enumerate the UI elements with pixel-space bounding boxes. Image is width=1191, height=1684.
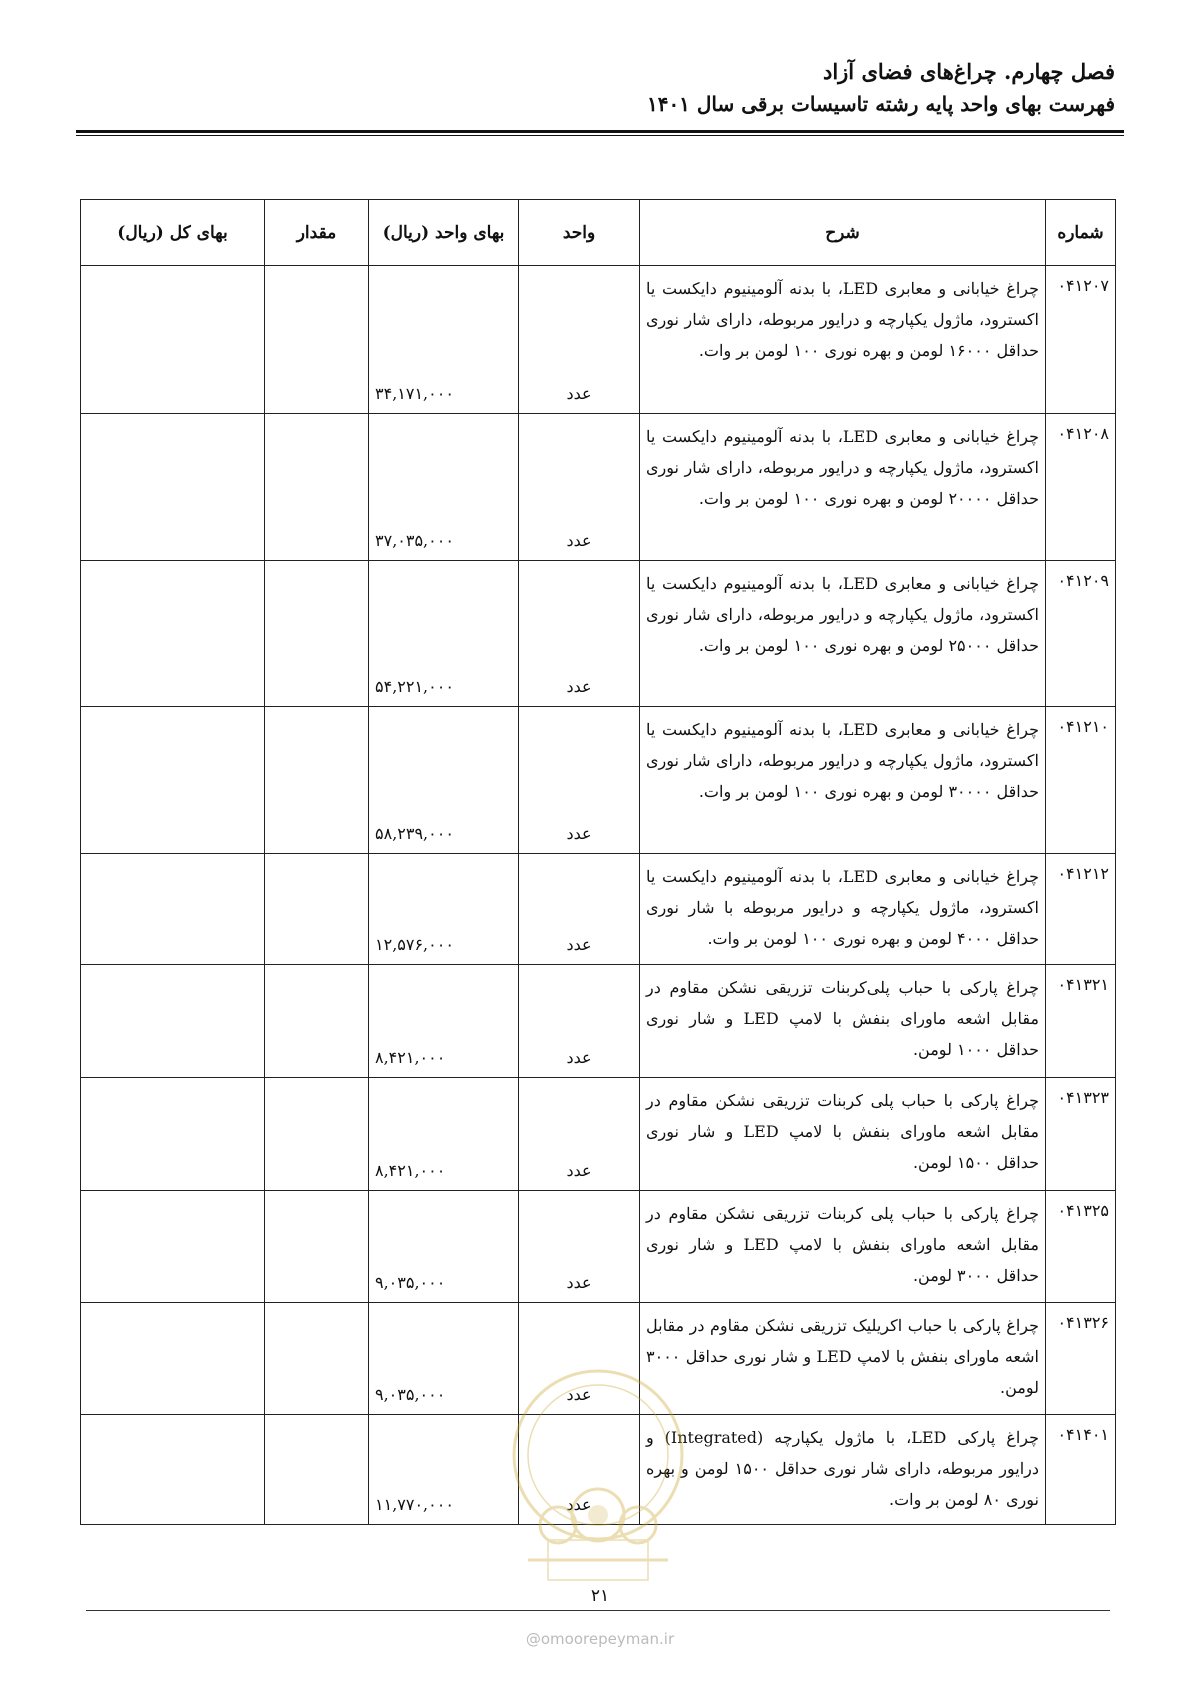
column-header-quantity: مقدار [265,200,369,266]
item-number: ۰۴۱۲۱۲ [1046,854,1116,965]
item-description: چراغ خیابانی و معابری LED، با بدنه آلومینیوم دایکست یا اکسترود، ماژول یکپارچه و درایور مربوطه، دارای شار نوری حداقل ۲۰۰۰۰ لومن و بهره نوری ۱۰۰ لومن بر وات. [640,414,1046,561]
item-description: چراغ پارکی با حباب پلی کربنات تزریقی نشکن مقاوم در مقابل اشعه ماورای بنفش با لامپ LED و شار نوری حداقل ۳۰۰۰ لومن. [640,1191,1046,1303]
item-unit-price: ۳۴,۱۷۱,۰۰۰ [369,266,519,414]
item-unit: عدد [519,1078,640,1191]
item-unit: عدد [519,854,640,965]
table-row [81,414,1116,561]
price-table-container [81,199,1116,1525]
item-total-price [81,266,265,414]
seal-watermark-icon [508,1365,688,1585]
item-description: چراغ خیابانی و معابری LED، با بدنه آلومینیوم دایکست یا اکسترود، ماژول یکپارچه و درایور مربوطه، دارای شار نوری حداقل ۲۵۰۰۰ لومن و بهره نوری ۱۰۰ لومن بر وات. [640,561,1046,707]
item-description: چراغ پارکی با حباب پلی کربنات تزریقی نشکن مقاوم در مقابل اشعه ماورای بنفش با لامپ LED و شار نوری حداقل ۱۵۰۰ لومن. [640,1078,1046,1191]
item-unit: عدد [519,561,640,707]
item-number: ۰۴۱۲۰۸ [1046,414,1116,561]
item-unit-price: ۹,۰۳۵,۰۰۰ [369,1303,519,1415]
item-unit-price: ۵۴,۲۲۱,۰۰۰ [369,561,519,707]
item-number: ۰۴۱۲۰۷ [1046,266,1116,414]
item-unit: عدد [519,1191,640,1303]
item-total-price [81,1078,265,1191]
column-header-unit: واحد [519,200,640,266]
item-number: ۰۴۱۳۲۳ [1046,1078,1116,1191]
item-unit-price: ۸,۴۲۱,۰۰۰ [369,965,519,1078]
item-total-price [81,561,265,707]
item-unit: عدد [519,1415,640,1525]
footer-rule [86,1610,1110,1611]
item-unit: عدد [519,707,640,854]
column-header-total-price: بهای کل (ریال) [81,200,265,266]
item-unit-price: ۹,۰۳۵,۰۰۰ [369,1191,519,1303]
item-number: ۰۴۱۴۰۱ [1046,1415,1116,1525]
item-quantity [265,1078,369,1191]
table-row [81,561,1116,707]
item-number: ۰۴۱۲۱۰ [1046,707,1116,854]
table-row [81,854,1116,965]
document-subtitle: فهرست بهای واحد پایه رشته تاسیسات برقی سال ۱۴۰۱ [646,92,1115,116]
item-unit-price: ۳۷,۰۳۵,۰۰۰ [369,414,519,561]
item-total-price [81,854,265,965]
item-quantity [265,1415,369,1525]
item-total-price [81,1415,265,1525]
item-quantity [265,707,369,854]
item-number: ۰۴۱۲۰۹ [1046,561,1116,707]
item-total-price [81,1303,265,1415]
page-header [75,56,1115,120]
header-rule-thick [76,130,1124,133]
item-description: چراغ خیابانی و معابری LED، با بدنه آلومینیوم دایکست یا اکسترود، ماژول یکپارچه و درایور مربوطه، دارای شار نوری حداقل ۱۶۰۰۰ لومن و بهره نوری ۱۰۰ لومن بر وات. [640,266,1046,414]
price-table [80,199,1116,1525]
item-total-price [81,1191,265,1303]
item-unit-price: ۵۸,۲۳۹,۰۰۰ [369,707,519,854]
table-header-row [81,200,1116,266]
table-row [81,1191,1116,1303]
item-description: چراغ خیابانی و معابری LED، با بدنه آلومینیوم دایکست یا اکسترود، ماژول یکپارچه و درایور مربوطه با شار نوری حداقل ۴۰۰۰ لومن و بهره نوری ۱۰۰ لومن بر وات. [640,854,1046,965]
page-number: ۲۱ [590,1586,610,1606]
table-row [81,965,1116,1078]
item-number: ۰۴۱۳۲۵ [1046,1191,1116,1303]
column-header-unit-price: بهای واحد (ریال) [369,200,519,266]
item-description: چراغ پارکی با حباب اکریلیک تزریقی نشکن مقاوم در مقابل اشعه ماورای بنفش با لامپ LED و شار نوری حداقل ۳۰۰۰ لومن. [640,1303,1046,1415]
item-unit: عدد [519,965,640,1078]
column-header-description: شرح [640,200,1046,266]
item-quantity [265,965,369,1078]
item-quantity [265,414,369,561]
website-watermark: @omoorepeyman.ir [525,1630,675,1648]
item-unit-price: ۸,۴۲۱,۰۰۰ [369,1078,519,1191]
item-total-price [81,414,265,561]
column-header-number: شماره [1046,200,1116,266]
item-quantity [265,266,369,414]
chapter-title: فصل چهارم. چراغ‌های فضای آزاد [822,59,1115,84]
item-quantity [265,1303,369,1415]
table-row [81,1078,1116,1191]
item-total-price [81,707,265,854]
item-description: چراغ پارکی LED، با ماژول یکپارچه (Integrated) و درایور مربوطه، دارای شار نوری حداقل ۱۵۰۰ لومن و بهره نوری ۸۰ لومن بر وات. [640,1415,1046,1525]
table-row [81,266,1116,414]
item-number: ۰۴۱۳۲۶ [1046,1303,1116,1415]
item-quantity [265,561,369,707]
item-quantity [265,854,369,965]
item-unit: عدد [519,1303,640,1415]
item-unit-price: ۱۱,۷۷۰,۰۰۰ [369,1415,519,1525]
table-row [81,707,1116,854]
header-rule-thin [76,135,1124,136]
item-unit-price: ۱۲,۵۷۶,۰۰۰ [369,854,519,965]
item-quantity [265,1191,369,1303]
item-description: چراغ پارکی با حباب پلی‌کربنات تزریقی نشکن مقاوم در مقابل اشعه ماورای بنفش با لامپ LED و شار نوری حداقل ۱۰۰۰ لومن. [640,965,1046,1078]
item-number: ۰۴۱۳۲۱ [1046,965,1116,1078]
item-total-price [81,965,265,1078]
item-unit: عدد [519,414,640,561]
item-description: چراغ خیابانی و معابری LED، با بدنه آلومینیوم دایکست یا اکسترود، ماژول یکپارچه و درایور مربوطه، دارای شار نوری حداقل ۳۰۰۰۰ لومن و بهره نوری ۱۰۰ لومن بر وات. [640,707,1046,854]
item-unit: عدد [519,266,640,414]
